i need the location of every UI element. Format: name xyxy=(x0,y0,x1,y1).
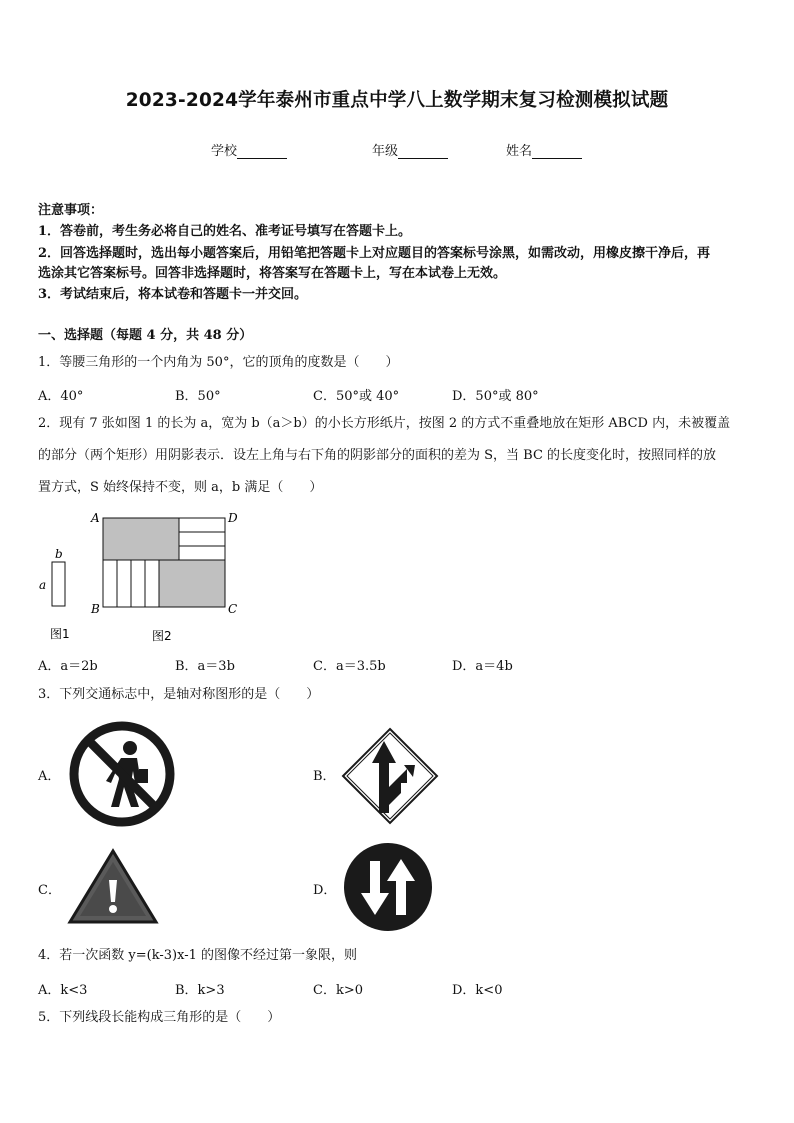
q2-line-2: 的部分（两个矩形）用阴影表示．设左上角与右下角的阴影部分的面积的差为 S，当 BC 的长度变化时，按照同样的放 xyxy=(38,448,717,463)
warning-triangle-sign-icon xyxy=(68,848,160,926)
q1-option-d: D．50°或 80° xyxy=(452,389,539,404)
vertex-d-label: D xyxy=(228,511,238,525)
q5-stem: 5．下列线段长能构成三角形的是（ ） xyxy=(38,1010,281,1025)
notice-item-2-cont: 选涂其它答案标号。回答非选择题时，将答案写在答题卡上，写在本试卷上无效。 xyxy=(38,266,507,281)
q3-option-c-label: C． xyxy=(38,883,61,898)
q4-option-a: A．k<3 xyxy=(38,983,88,998)
q3-option-a-label: A． xyxy=(38,769,61,784)
q4-stem: 4．若一次函数 y=(k-3)x-1 的图像不经过第一象限，则 xyxy=(38,948,357,963)
q2-option-a: A．a＝2b xyxy=(38,659,98,674)
merge-arrow-sign-icon xyxy=(341,727,441,825)
q2-line-3: 置方式，S 始终保持不变，则 a，b 满足（ ） xyxy=(38,480,323,495)
grade-label: 年级 xyxy=(372,144,399,159)
q3-stem: 3．下列交通标志中，是轴对称图形的是（ ） xyxy=(38,687,320,702)
notice-item-1: 1．答卷前，考生务必将自己的姓名、准考证号填写在答题卡上。 xyxy=(38,224,412,239)
q2-option-c: C．a＝3.5b xyxy=(313,659,386,674)
notice-item-3: 3．考试结束后，将本试卷和答题卡一并交回。 xyxy=(38,287,308,302)
fig1-label-a: a xyxy=(39,578,47,592)
q1-option-a: A．40° xyxy=(38,389,84,404)
q3-option-b-label: B． xyxy=(313,769,336,784)
q2-option-d: D．a＝4b xyxy=(452,659,513,674)
shaded-top-left xyxy=(103,518,179,560)
name-label: 姓名 xyxy=(506,144,533,159)
notice-heading: 注意事项： xyxy=(38,203,104,218)
q1-option-c: C．50°或 40° xyxy=(313,389,400,404)
fig2-caption: 图2 xyxy=(152,629,172,643)
page-title: 2023-2024学年泰州市重点中学八上数学期末复习检测模拟试题 xyxy=(125,90,669,111)
fig1-rectangle xyxy=(52,562,65,606)
q4-option-d: D．k<0 xyxy=(452,983,503,998)
q2-option-b: B．a＝3b xyxy=(175,659,235,674)
vertex-c-label: C xyxy=(228,602,238,616)
shaded-bottom-right xyxy=(159,560,225,607)
q1-option-b: B．50° xyxy=(175,389,221,404)
q4-option-c: C．k>0 xyxy=(313,983,363,998)
school-label: 学校 xyxy=(211,144,238,159)
vertex-b-label: B xyxy=(91,602,100,616)
q2-line-1: 2．现有 7 张如图 1 的长为 a，宽为 b（a＞b）的小长方形纸片，按图 2 的方式不重叠地放在矩形 ABCD 内，未被覆盖 xyxy=(38,416,731,431)
section-heading: 一、选择题（每题 4 分，共 48 分） xyxy=(38,328,253,343)
fig1-caption: 图1 xyxy=(50,627,70,641)
q1-stem: 1．等腰三角形的一个内角为 50°，它的顶角的度数是（ ） xyxy=(38,355,399,370)
fig1-label-b: b xyxy=(55,547,63,561)
two-way-arrows-sign-icon xyxy=(343,841,435,933)
no-pedestrian-sign-icon xyxy=(67,721,177,827)
q4-option-b: B．k>3 xyxy=(175,983,225,998)
vertex-a-label: A xyxy=(91,511,100,525)
notice-item-2: 2．回答选择题时，选出每小题答案后，用铅笔把答题卡上对应题目的答案标号涂黑，如需改动，用橡皮擦干净后，再 xyxy=(38,246,711,261)
q3-option-d-label: D． xyxy=(313,883,337,898)
